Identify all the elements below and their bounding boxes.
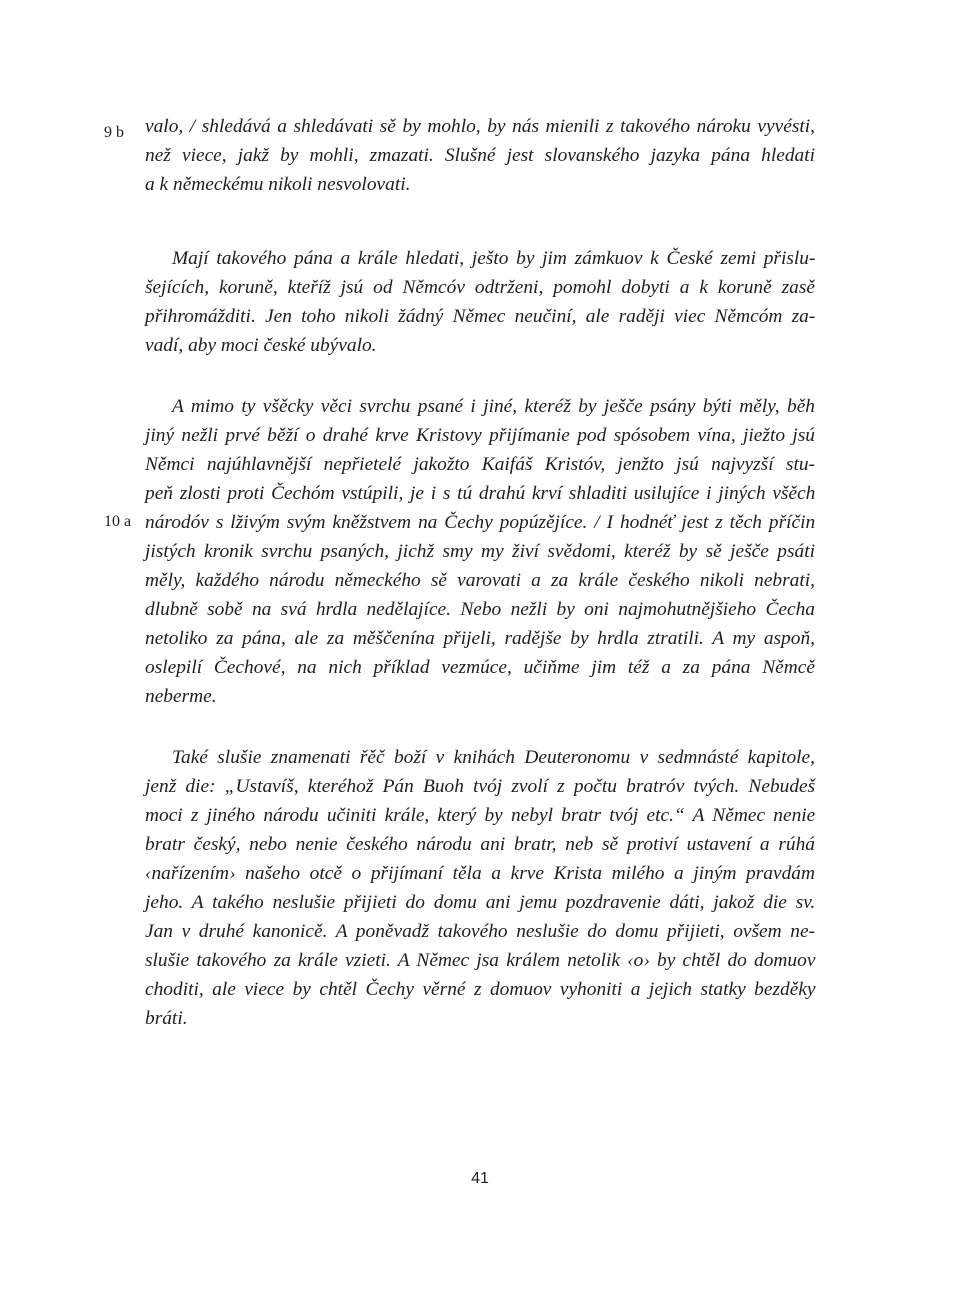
text-line: bráti. [145, 1008, 188, 1029]
text-line: jenž die: „Ustavíš, kteréhož Pán Buoh tvój zvolí z počtu bratróv tvých. Nebudeš [145, 776, 816, 797]
paragraph-1 [145, 112, 815, 199]
text-line: a k německému nikoli nesvolovati. [145, 174, 411, 195]
margin-note-9b: 9 b [104, 124, 124, 141]
text-line: jeho. A takého neslušie přijieti do domu ani jemu pozdravenie dáti, jakož die sv. [145, 892, 816, 913]
paragraph-4 [172, 743, 815, 772]
text-line: šejících, koruně, kteříž jsú od Němcóv odtrženi, pomohl dobyti a k koruně zasě [145, 277, 816, 298]
text-line: dlubně sobě na svá hrdla nedělajíce. Nebo nežli by oni najmohutnějšieho Čecha [145, 599, 815, 620]
text-line: oslepilí Čechové, na nich příklad vezmúce, učiňme jim též a za pána Němcě [145, 657, 815, 678]
text-line: jiný nežli prvé běží o drahé krve Kristovy přijímanie pod spósobem vína, jiežto jsú [145, 425, 815, 446]
text-line: vadí, aby moci české ubývalo. [145, 335, 377, 356]
paragraph-4-continued [145, 772, 815, 1033]
page-number: 41 [471, 1170, 489, 1187]
text-line: neberme. [145, 686, 217, 707]
text-line: A mimo ty všěcky věci svrchu psané i jiné, kteréž by ješče psány býti měly, běh [172, 396, 815, 417]
text-line: bratr český, nebo nenie českého národu ani bratr, neb sě protiví ustavení a rúhá [145, 834, 815, 855]
text-line: Jan v druhé kanonicě. A poněvadž takového neslušie do domu přijieti, ovšem ne- [145, 921, 816, 942]
text-line: Němci najúhlavnější nepřietelé jakožto Kaifáš Kristóv, jenžto jsú najvyzší stu- [145, 454, 815, 475]
text-line: slušie takového za krále vzieti. A Němec jsa králem netolik ‹o› by chtěl do domuov [145, 950, 816, 971]
margin-note-10a: 10 a [104, 513, 132, 530]
text-line: přihromážditi. Jen toho nikoli žádný Němec neučiní, ale raději viec Němcóm za- [145, 306, 816, 327]
text-line: měly, každého národu německého sě varovati a za krále českého nikoli nebrati, [145, 570, 815, 591]
paragraph-3 [172, 392, 815, 421]
text-line: moci z jiného národu učiniti krále, který by nebyl bratr tvój etc.“ A Němec nenie [145, 805, 816, 826]
text-line: jistých kronik svrchu psaných, jichž smy my živí svědomi, kteréž by sě ješče psáti [145, 541, 815, 562]
text-line: valo, / shledává a shledávati sě by mohlo, by nás mienili z takového nároku vyvésti, [145, 116, 815, 137]
text-line: než viece, jakž by mohli, zmazati. Slušné jest slovanského jazyka pána hledati [145, 145, 815, 166]
paragraph-2-continued [145, 273, 815, 360]
text-line: Mají takového pána a krále hledati, ješto by jim zámkuov k České zemi přislu- [172, 248, 816, 269]
text-line: choditi, ale viece by chtěl Čechy věrné z domuov vyhoniti a jejich statky bezděky [145, 979, 816, 1000]
text-line: peň zlosti proti Čechóm vstúpili, je i s tú drahú krví shladiti usilujíce i jiných všěch [145, 483, 816, 504]
text-line: ‹nařízením› našeho otcě o přijímaní těla a krve Krista milého a jiným pravdám [145, 863, 815, 884]
text-line: Také slušie znamenati řěč boží v knihách Deuteronomu v sedmnásté kapitole, [172, 747, 815, 768]
paragraph-2 [172, 244, 815, 273]
text-line: netoliko za pána, ale za měščenína přijeli, radějše by hrdla ztratili. A my aspoň, [145, 628, 815, 649]
paragraph-3-continued [145, 421, 815, 711]
text-line: národóv s lživým svým kněžstvem na Čechy popúzějíce. / I hodnéť jest z těch příčin [145, 512, 816, 533]
